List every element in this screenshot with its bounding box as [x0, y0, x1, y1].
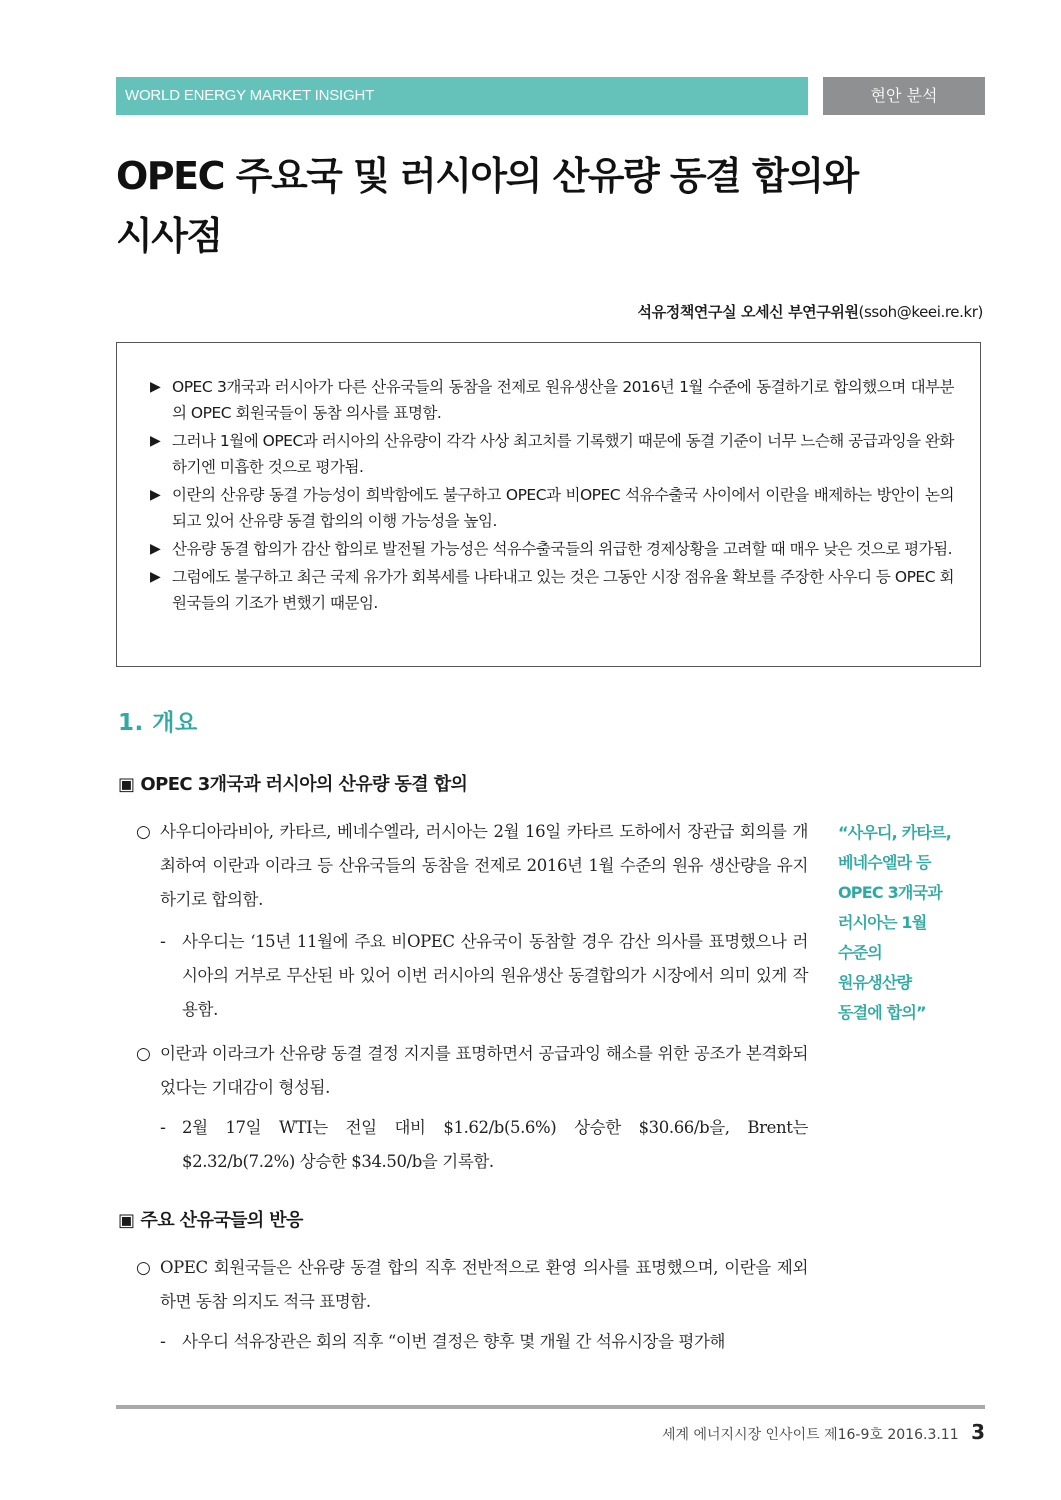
pull-quote-line: 러시아는 1월	[838, 913, 927, 932]
sub-paragraph-text: 2월 17일 WTI는 전일 대비 $1.62/b(5.6%) 상승한 $30.66/b을, Brent는 $2.32/b(7.2%) 상승한 $34.50/b을 기록함.	[182, 1118, 808, 1171]
pull-quote-line: 원유생산량	[838, 973, 912, 992]
paragraph-text: 이란과 이라크가 산유량 동결 결정 지지를 표명하면서 공급과잉 해소를 위한 공조가 본격화되었다는 기대감이 형성됨.	[160, 1044, 808, 1097]
sub-paragraph	[136, 1325, 808, 1359]
summary-item	[150, 564, 954, 616]
summary-item	[150, 536, 954, 562]
section-title: 1. 개요	[118, 710, 198, 736]
subsection-heading-text: OPEC 3개국과 러시아의 산유량 동결 합의	[140, 774, 468, 795]
title-line-1: OPEC 주요국 및 러시아의 산유량 동결 합의와	[116, 154, 858, 198]
sub-paragraph	[136, 925, 808, 1027]
subsection-2-body	[136, 1251, 808, 1359]
author-name: 석유정책연구실 오세신 부연구위원	[637, 303, 859, 321]
summary-item-text: OPEC 3개국과 러시아가 다른 산유국들의 동참을 전제로 원유생산을 2016년 1월 수준에 동결하기로 합의했으며 대부분의 OPEC 회원국들이 동참 의사를 표명함.	[172, 378, 954, 422]
header-category-label: 현안 분석	[870, 86, 938, 105]
dash-marker: -	[160, 932, 166, 951]
sub-paragraph-text: 사우디 석유장관은 회의 직후 “이번 결정은 향후 몇 개월 간 석유시장을 평가해	[182, 1332, 726, 1351]
paragraph	[136, 1037, 808, 1105]
sub-paragraph-text: 사우디는 ‘15년 11월에 주요 비OPEC 산유국이 동참할 경우 감산 의사를 표명했으나 러시아의 거부로 무산된 바 있어 이번 러시아의 원유생산 동결합의가 시장에서 의미 있게 작용함.	[182, 932, 808, 1019]
subsection-heading-1	[118, 770, 467, 796]
footer	[662, 1420, 985, 1444]
circle-bullet-icon: ○	[136, 1044, 151, 1064]
subsection-heading-text: 주요 산유국들의 반응	[140, 1210, 303, 1231]
pull-quote-line: OPEC 3개국과	[838, 883, 942, 902]
subsection-heading-2	[118, 1206, 303, 1232]
triangle-bullet-icon: ▶	[150, 569, 161, 585]
summary-item-text: 그럼에도 불구하고 최근 국제 유가가 회복세를 나타내고 있는 것은 그동안 시장 점유율 확보를 주장한 사우디 등 OPEC 회원국들의 기조가 변했기 때문임.	[172, 568, 954, 612]
triangle-bullet-icon: ▶	[150, 379, 161, 395]
summary-item-text: 그러나 1월에 OPEC과 러시아의 산유량이 각각 사상 최고치를 기록했기 때문에 동결 기준이 너무 느슨해 공급과잉을 완화하기엔 미흡한 것으로 평가됨.	[172, 432, 954, 476]
paragraph	[136, 815, 808, 917]
square-marker-icon: ▣	[118, 774, 135, 795]
circle-bullet-icon: ○	[136, 822, 151, 842]
header-series-bar	[116, 77, 808, 115]
subsection-1-body	[136, 815, 808, 1179]
paragraph	[136, 1251, 808, 1319]
pull-quote-line: 동결에 합의”	[838, 1003, 926, 1022]
summary-item-text: 이란의 산유량 동결 가능성이 희박함에도 불구하고 OPEC과 비OPEC 석유수출국 사이에서 이란을 배제하는 방안이 논의되고 있어 산유량 동결 합의의 이행 가능성을 높임.	[172, 486, 954, 530]
dash-marker: -	[160, 1332, 166, 1351]
pull-quote-line: 베네수엘라 등	[838, 853, 931, 872]
pull-quote	[838, 818, 968, 1028]
summary-item	[150, 428, 954, 480]
pull-quote-line: 수준의	[838, 943, 882, 962]
paragraph-text: 사우디아라비아, 카타르, 베네수엘라, 러시아는 2월 16일 카타르 도하에서 장관급 회의를 개최하여 이란과 이라크 등 산유국들의 동참을 전제로 2016년 1월 수준의 원유 생산량을 유지하기로 합의함.	[160, 822, 808, 909]
pull-quote-line: “사우디, 카타르,	[838, 823, 951, 842]
triangle-bullet-icon: ▶	[150, 541, 161, 557]
author-line	[638, 301, 983, 322]
circle-bullet-icon: ○	[136, 1258, 151, 1278]
triangle-bullet-icon: ▶	[150, 487, 161, 503]
summary-item	[150, 374, 954, 426]
sub-paragraph	[136, 1111, 808, 1179]
page-title	[116, 146, 996, 266]
title-line-2: 시사점	[116, 214, 222, 258]
triangle-bullet-icon: ▶	[150, 433, 161, 449]
square-marker-icon: ▣	[118, 1210, 135, 1231]
footer-divider	[116, 1405, 985, 1409]
header-series-label: WORLD ENERGY MARKET INSIGHT	[125, 87, 375, 104]
summary-box	[116, 342, 981, 667]
summary-list	[117, 343, 980, 616]
paragraph-text: OPEC 회원국들은 산유량 동결 합의 직후 전반적으로 환영 의사를 표명했으며, 이란을 제외하면 동참 의지도 적극 표명함.	[160, 1258, 808, 1311]
author-email: (ssoh@keei.re.kr)	[858, 303, 983, 321]
footer-issue: 제16-9호 2016.3.11	[824, 1427, 959, 1443]
summary-item-text: 산유량 동결 합의가 감산 합의로 발전될 가능성은 석유수출국들의 위급한 경제상황을 고려할 때 매우 낮은 것으로 평가됨.	[172, 540, 953, 558]
dash-marker: -	[160, 1118, 166, 1137]
summary-item	[150, 482, 954, 534]
page-number: 3	[971, 1420, 985, 1444]
header-category-tag	[823, 77, 985, 115]
footer-publication: 세계 에너지시장 인사이트	[661, 1427, 820, 1443]
